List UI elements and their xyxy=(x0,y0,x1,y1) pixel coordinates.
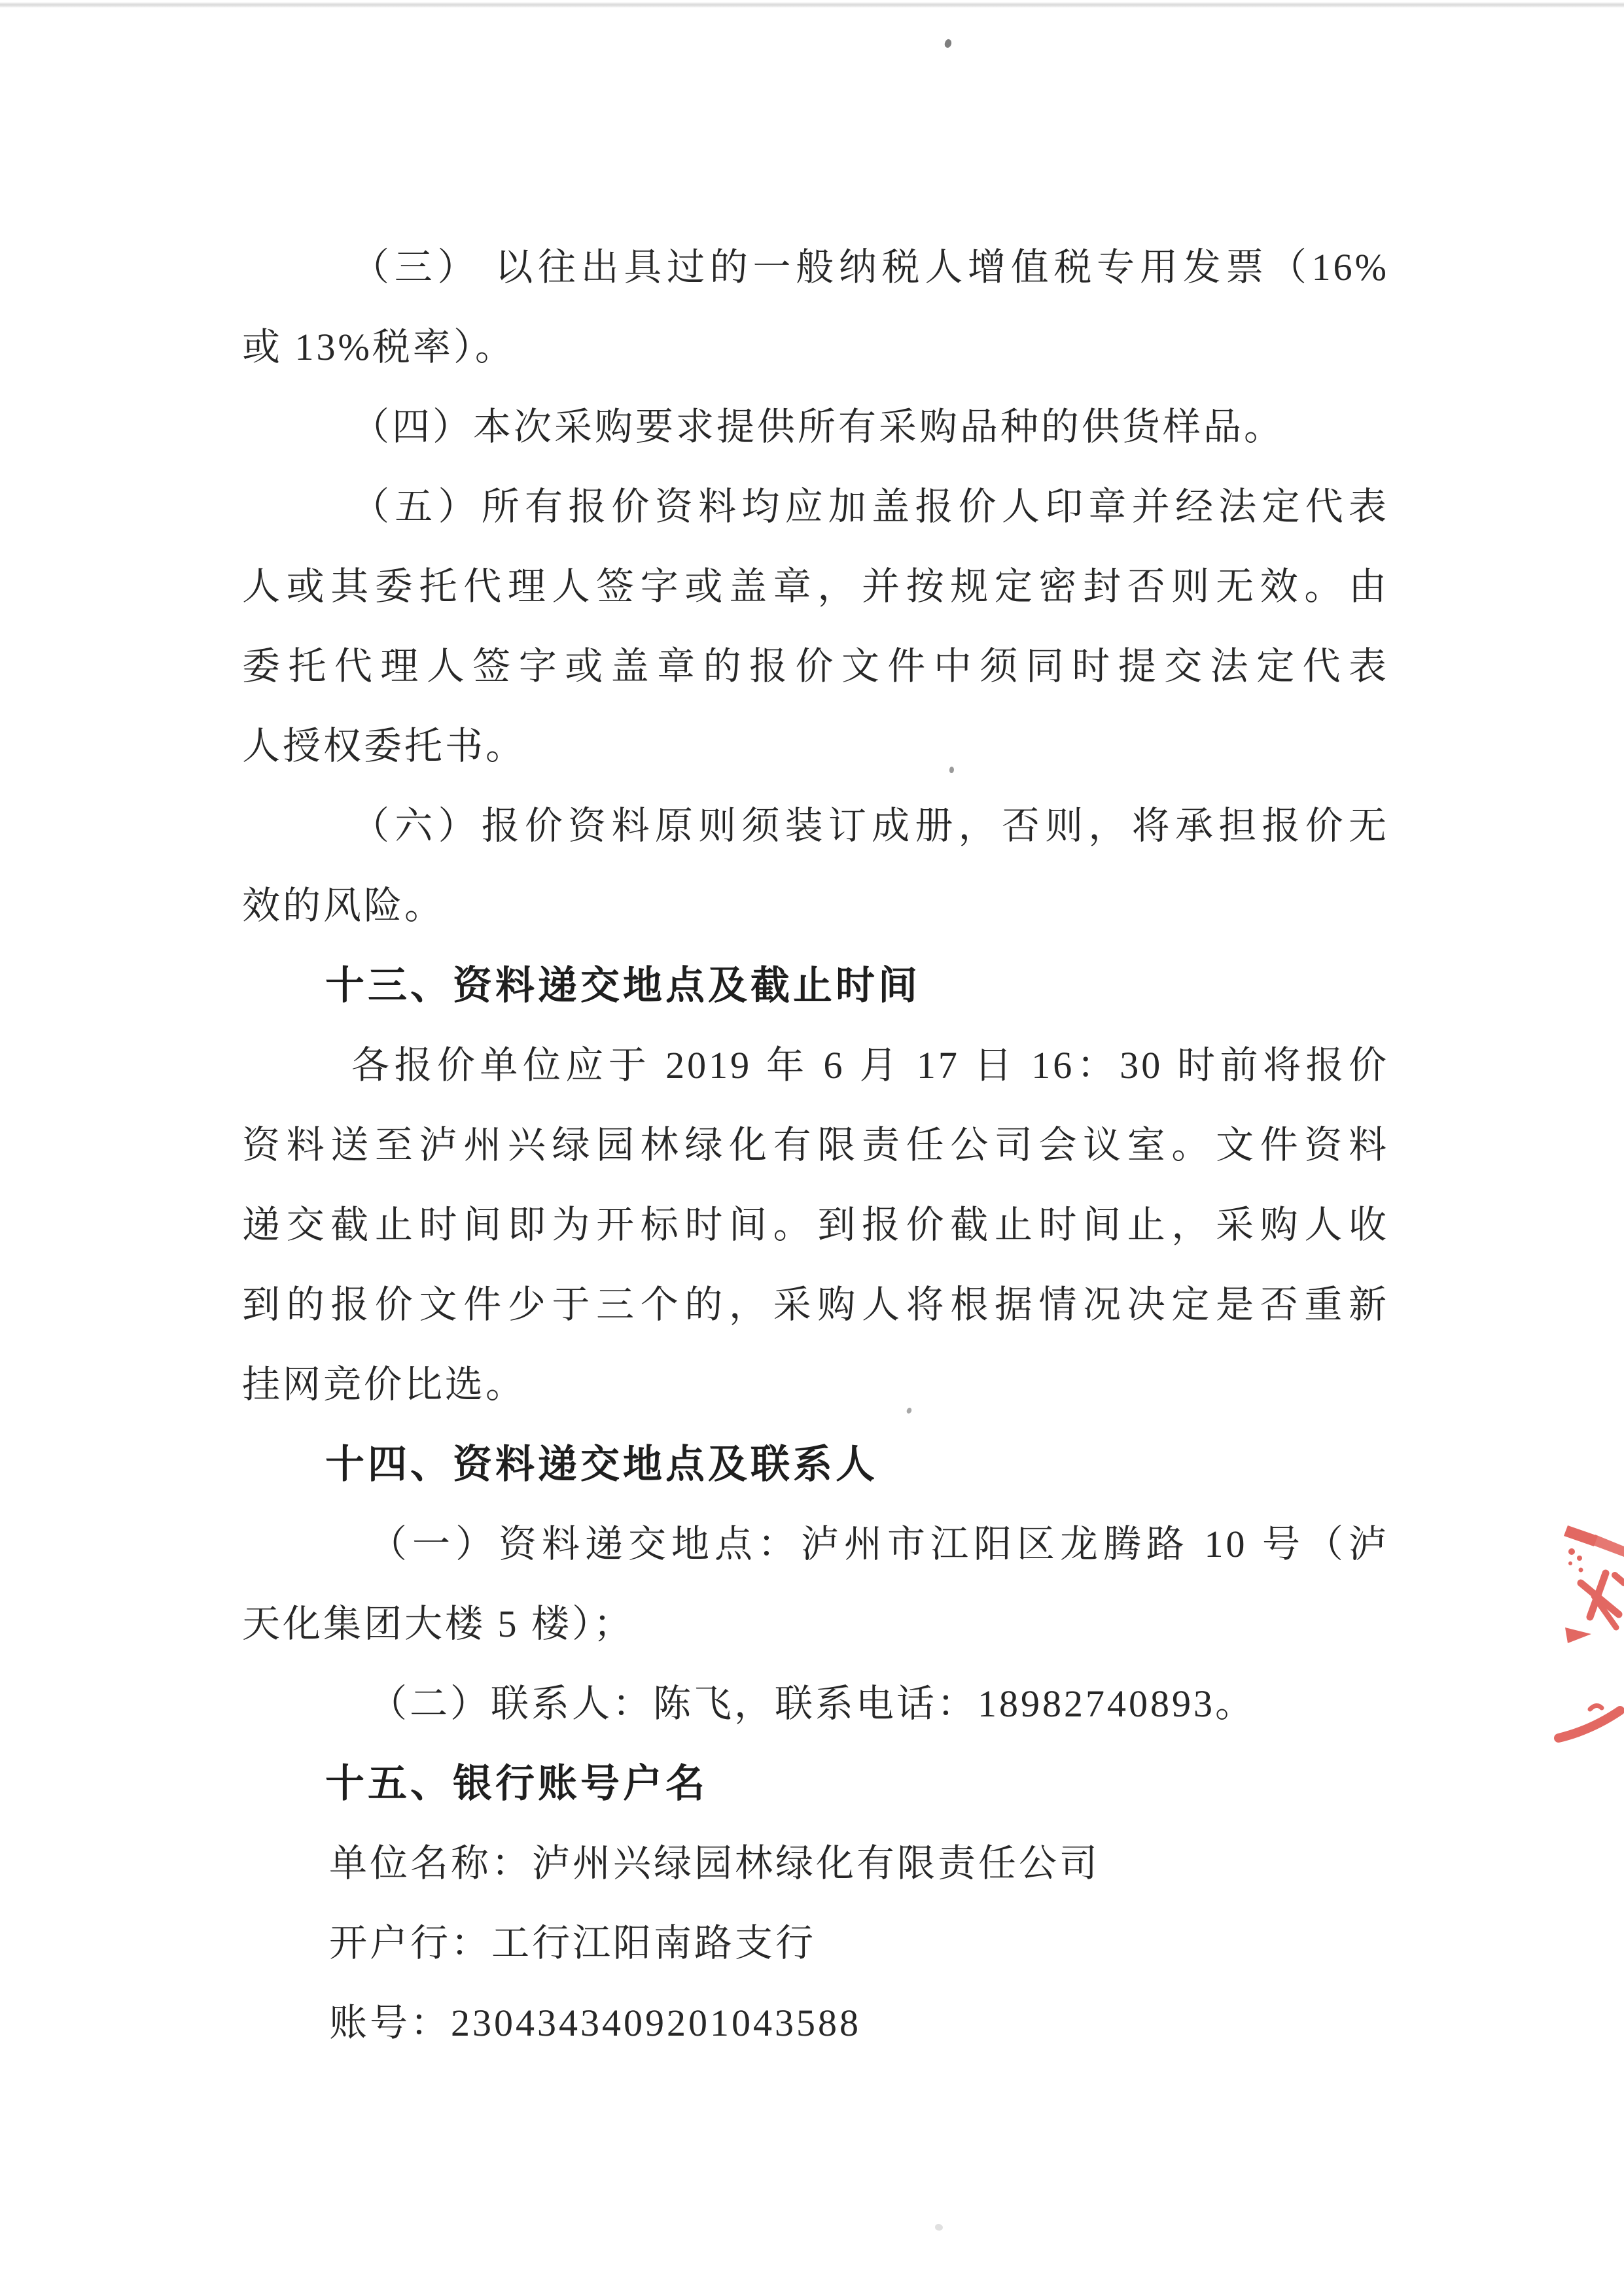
clause-5-line-3: 委托代理人签字或盖章的报价文件中须同时提交法定代表 xyxy=(242,645,1389,687)
clause-4-line-1: （四）本次采购要求提供所有采购品种的供货样品。 xyxy=(351,406,1285,448)
clause-6-line-2: 效的风险。 xyxy=(242,884,446,927)
clause-5-line-2: 人或其委托代理人签字或盖章，并按规定密封否则无效。由 xyxy=(242,565,1389,608)
clause-6-line-1: （六）报价资料原则须装订成册，否则，将承担报价无 xyxy=(351,805,1389,847)
section-14-item-2: （二）联系人：陈飞，联系电话：18982740893。 xyxy=(369,1682,1256,1725)
bank-branch: 开户行：工行江阳南路支行 xyxy=(329,1922,817,1964)
section-14-item-1-line-1: （一）资料递交地点：泸州市江阳区龙腾路 10 号（泸 xyxy=(369,1523,1389,1565)
scanner-edge-artifact xyxy=(0,2,1624,8)
clause-5-line-1: （五）所有报价资料均应加盖报价人印章并经法定代表 xyxy=(351,485,1389,528)
section-13-line-3: 递交截止时间即为开标时间。到报价截止时间止，采购人收 xyxy=(242,1204,1389,1246)
bank-account-holder: 单位名称：泸州兴绿园林绿化有限责任公司 xyxy=(329,1842,1101,1885)
section-13-line-2: 资料送至泸州兴绿园林绿化有限责任公司会议室。文件资料 xyxy=(242,1124,1389,1166)
section-13-heading: 十三、资料递交地点及截止时间 xyxy=(325,964,921,1007)
clause-3-line-1: （三） 以往出具过的一般纳税人增值税专用发票（16% xyxy=(351,246,1389,288)
scan-speck xyxy=(944,39,953,49)
section-13-line-4: 到的报价文件少于三个的，采购人将根据情况决定是否重新 xyxy=(242,1283,1389,1326)
scan-speck xyxy=(935,2224,943,2231)
section-15-heading: 十五、银行账号户名 xyxy=(325,1762,708,1805)
section-13-line-1: 各报价单位应于 2019 年 6 月 17 日 16：30 时前将报价 xyxy=(351,1044,1389,1087)
section-13-line-5: 挂网竞价比选。 xyxy=(242,1363,527,1406)
document-body xyxy=(242,228,1389,2063)
bank-account-number: 账号：2304343409201043588 xyxy=(329,2002,862,2044)
clause-3-line-2: 或 13%税率）。 xyxy=(242,326,516,368)
red-stamp-fragment-lower-icon xyxy=(1552,1697,1624,1743)
section-14-item-1-line-2: 天化集团大楼 5 楼）； xyxy=(242,1603,635,1645)
clause-5-line-4: 人授权委托书。 xyxy=(242,725,527,767)
section-14-heading: 十四、资料递交地点及联系人 xyxy=(325,1443,878,1486)
